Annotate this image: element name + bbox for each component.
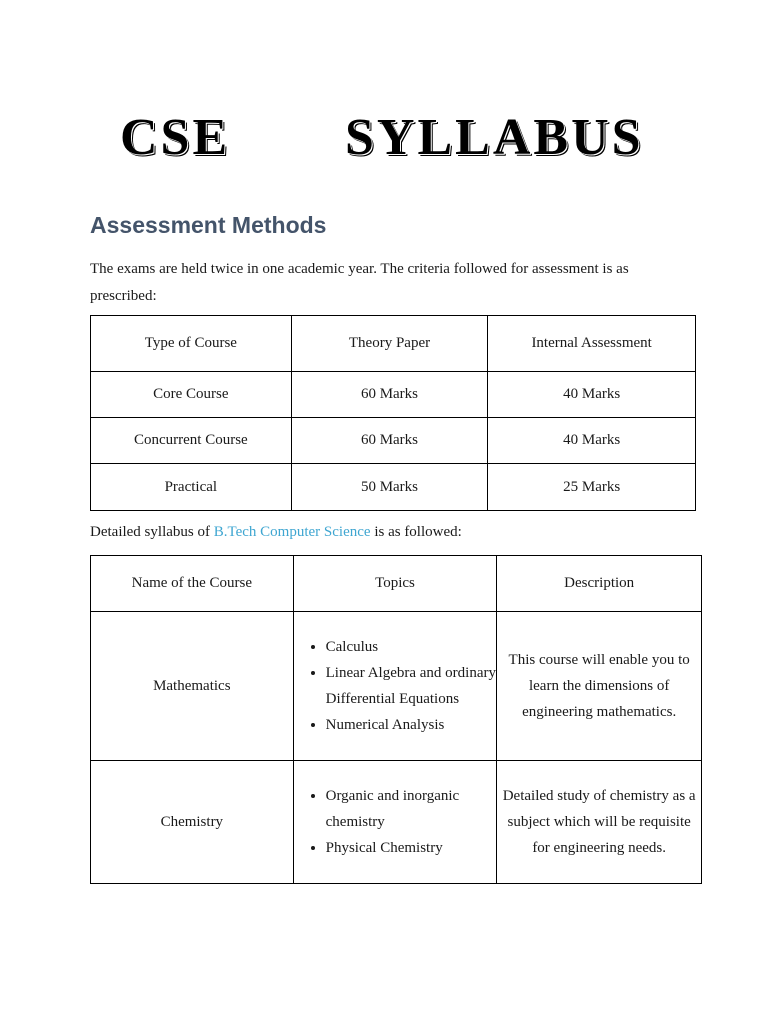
topics-list	[306, 634, 497, 738]
list-item: • Physical Chemistry	[326, 835, 497, 861]
table-cell: Concurrent Course	[91, 418, 292, 464]
table-cell: 40 Marks	[488, 418, 696, 464]
table-cell: 60 Marks	[291, 372, 488, 418]
list-item: • Numerical Analysis	[326, 712, 497, 738]
table-header-row	[91, 556, 702, 612]
course-description: Detailed study of chemistry as a subject which will be requisite for engineering needs.	[497, 761, 702, 884]
title-word-cse: CSE	[120, 109, 231, 166]
topics-list	[306, 783, 497, 861]
list-item: • Calculus	[326, 634, 497, 660]
table-cell: 50 Marks	[291, 464, 488, 511]
table-row	[91, 372, 696, 418]
assessment-table	[90, 315, 696, 511]
table-row	[91, 464, 696, 511]
table-row	[91, 418, 696, 464]
column-header: Topics	[293, 556, 497, 612]
column-header: Description	[497, 556, 702, 612]
list-item: • Linear Algebra and ordinary Differential Equations	[326, 660, 497, 712]
topics-cell	[293, 612, 497, 761]
course-name: Mathematics	[91, 612, 294, 761]
course-description: This course will enable you to learn the dimensions of engineering mathematics.	[497, 612, 702, 761]
table-cell: 25 Marks	[488, 464, 696, 511]
column-header: Type of Course	[91, 316, 292, 372]
table-row	[91, 612, 702, 761]
topics-cell	[293, 761, 497, 884]
detail-syllabus-line	[90, 524, 462, 541]
list-item: • Organic and inorganic chemistry	[326, 783, 497, 835]
column-header: Theory Paper	[291, 316, 488, 372]
detail-suffix: is as followed:	[370, 524, 462, 540]
column-header: Internal Assessment	[488, 316, 696, 372]
page-title	[0, 108, 768, 178]
syllabus-table	[90, 555, 702, 884]
section-heading-assessment: Assessment Methods	[90, 212, 327, 238]
btech-cs-link[interactable]: B.Tech Computer Science	[213, 524, 371, 540]
table-header-row	[91, 316, 696, 372]
column-header: Name of the Course	[91, 556, 294, 612]
table-cell: Practical	[91, 464, 292, 511]
table-cell: Core Course	[91, 372, 292, 418]
title-word-syllabus: SYLLABUS	[345, 109, 644, 166]
assessment-intro: The exams are held twice in one academic year. The criteria followed for assessment is as prescribed:	[90, 261, 629, 304]
table-cell: 60 Marks	[291, 418, 488, 464]
table-cell: 40 Marks	[488, 372, 696, 418]
detail-prefix: Detailed syllabus of	[90, 524, 214, 540]
course-name: Chemistry	[91, 761, 294, 884]
table-row	[91, 761, 702, 884]
